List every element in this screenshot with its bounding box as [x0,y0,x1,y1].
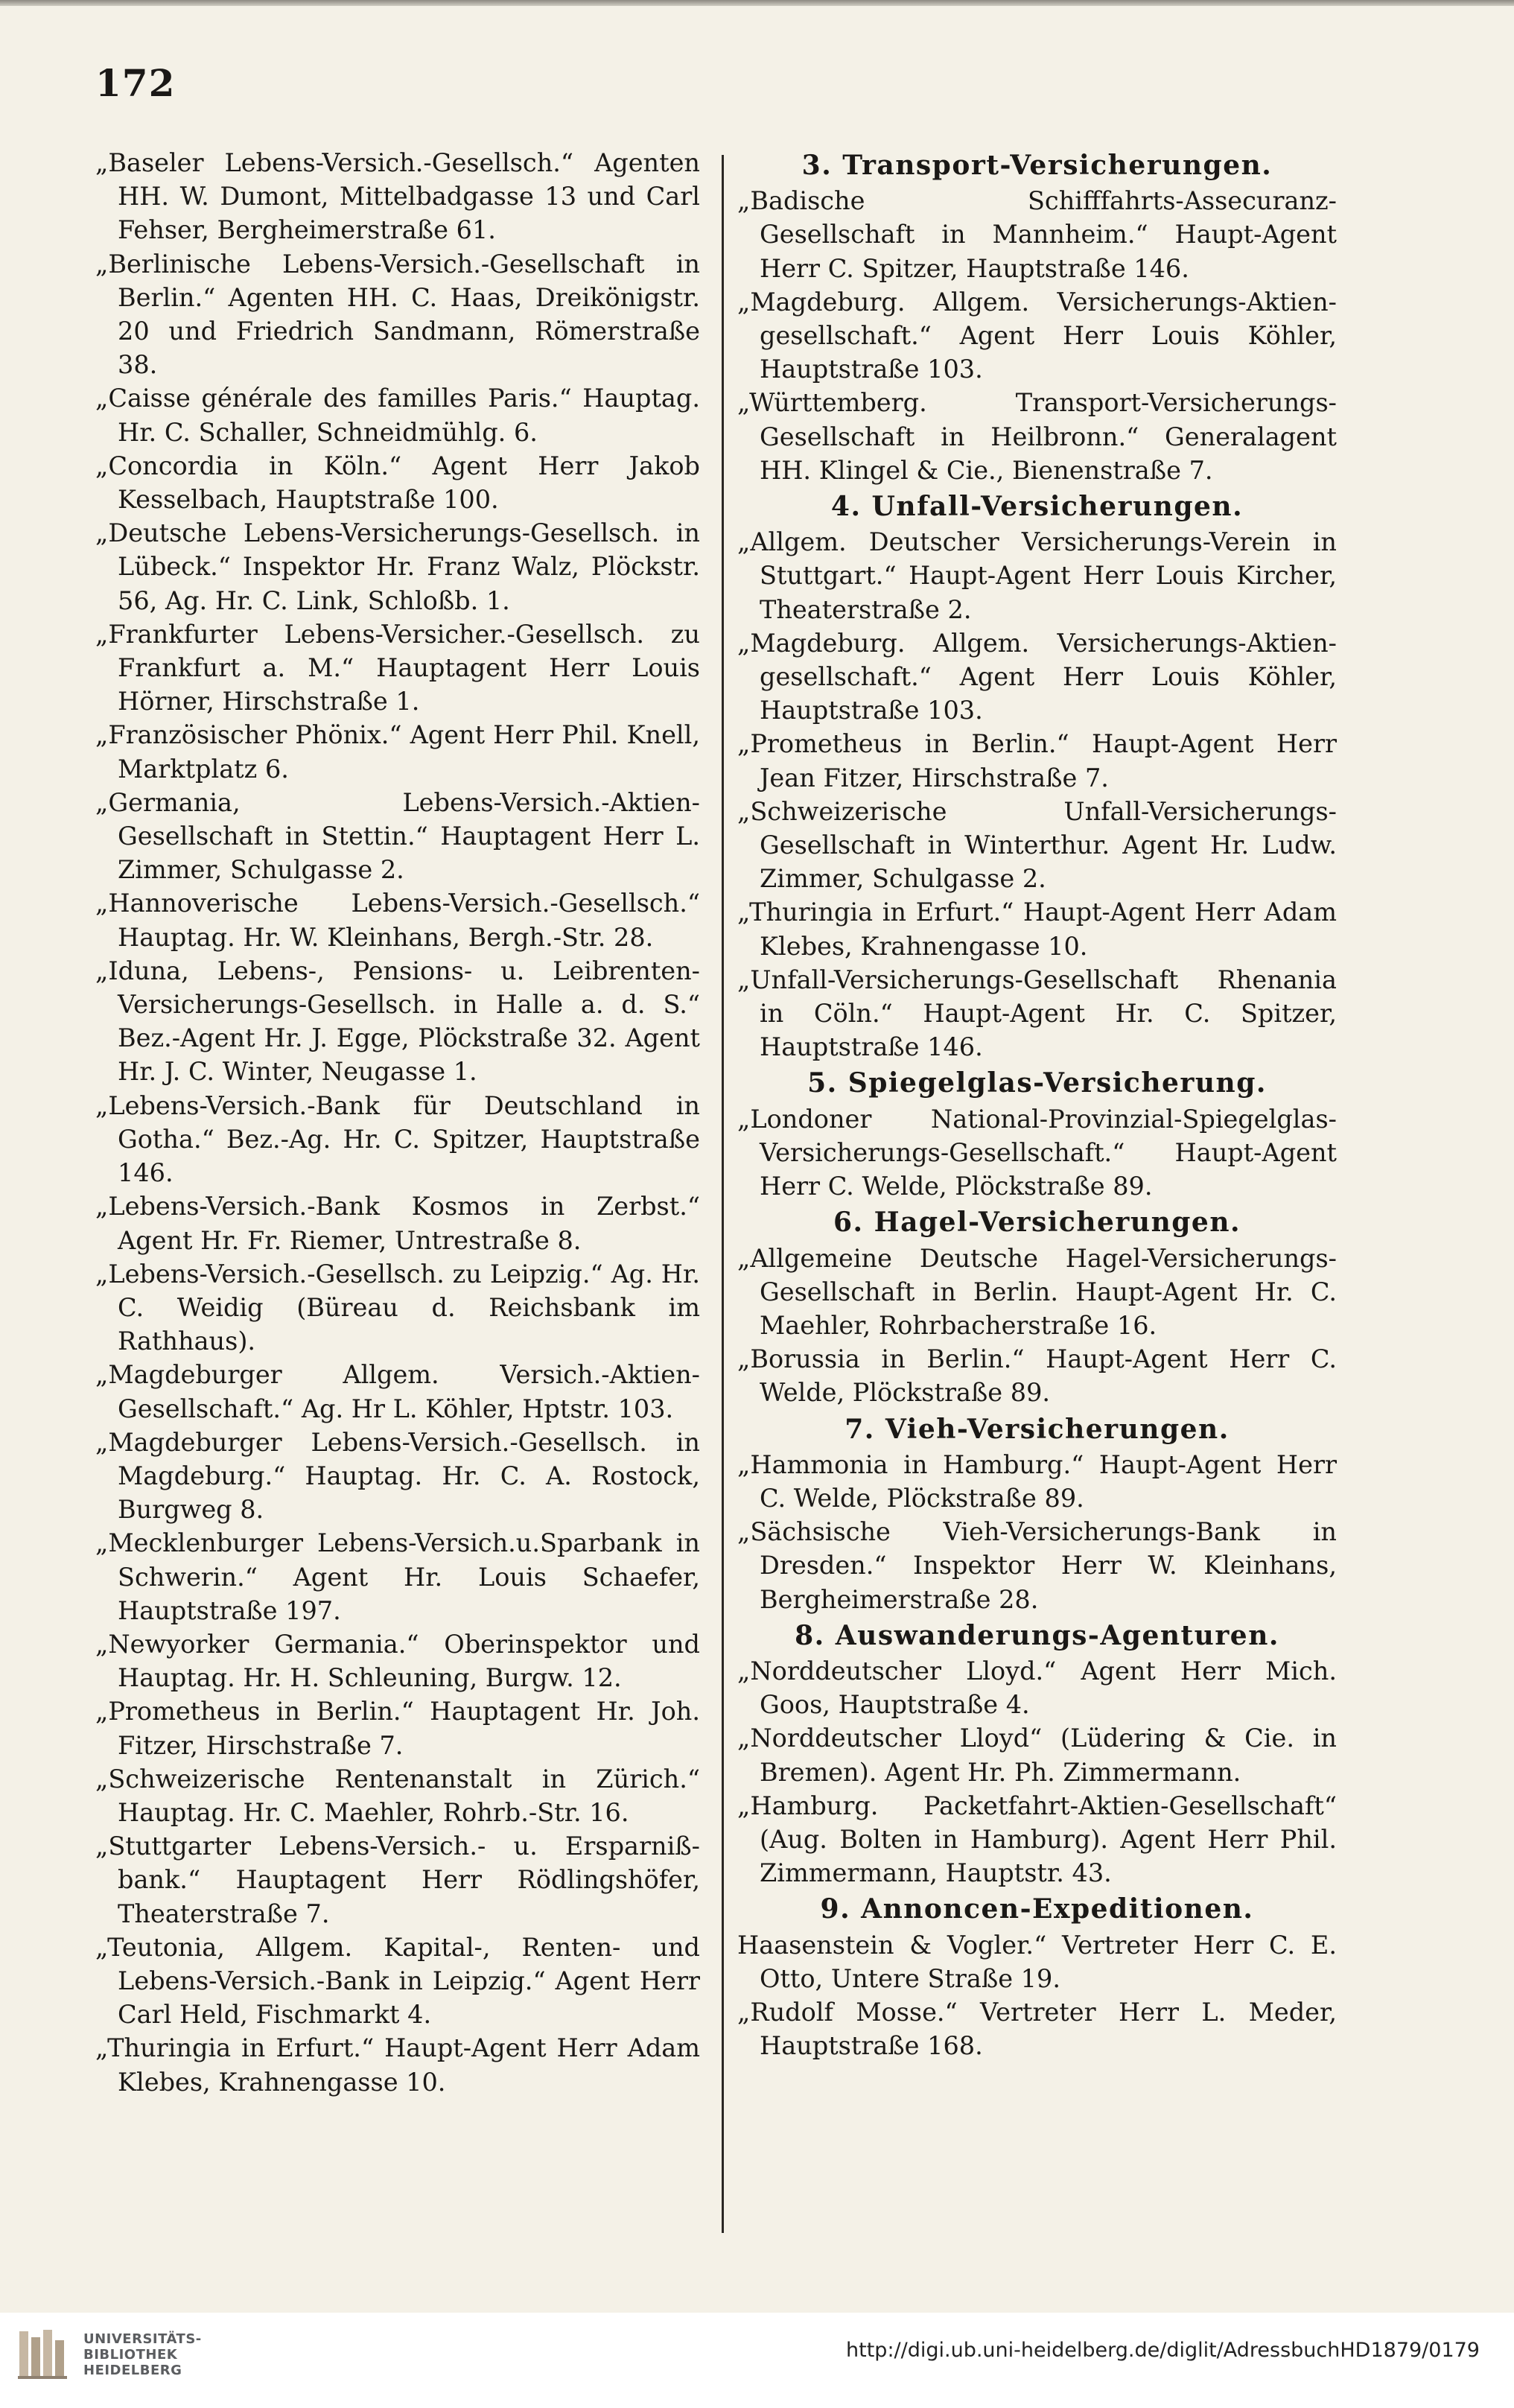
directory-entry: „Norddeutscher Lloyd“ (Lüdering & Cie. in Bremen). Agent Hr. Ph. Zimmermann. [737,1724,1337,1787]
directory-entry: „Hannoverische Lebens-Versich.-Gesellsch.“ Hauptag. Hr. W. Kleinhans, Bergh.-Str. 28. [95,889,700,952]
library-logo-icon [16,2327,71,2382]
directory-entry: „Lebens-Versich.-Bank für Deutschland in Gotha.“ Bez.-Ag. Hr. C. Spitzer, Hauptstraße 146. [95,1090,700,1188]
directory-entry: „Allgemeine Deutsche Hagel-Versicherungs-Gesellschaft in Berlin. Haupt-Agent Hr. C. Maehler, Rohrbacherstraße 16. [737,1243,1337,1340]
left-column [95,146,700,2099]
directory-entry: „Thuringia in Erfurt.“ Haupt-Agent Herr Adam Klebes, Krahnengasse 10. [737,898,1337,961]
directory-entry: „Magdeburg. Allgem. Versicherungs-Aktien-gesellschaft.“ Agent Herr Louis Köhler, Hauptstraße 103. [737,287,1337,384]
directory-entry: „Hamburg. Packetfahrt-Aktien-Gesellschaft“ (Aug. Bolten in Hamburg). Agent Herr Phil. Zimmermann, Hauptstr. 43. [737,1791,1337,1888]
directory-entry: „Concordia in Köln.“ Agent Herr Jakob Kesselbach, Hauptstraße 100. [95,451,700,515]
section-heading: 5. Spiegelglas-Versicherung. [807,1067,1267,1099]
library-name-line: UNIVERSITÄTS- [83,2331,202,2347]
directory-entry: „Newyorker Germania.“ Oberinspektor und Hauptag. Hr. H. Schleuning, Burgw. 12. [95,1629,700,1693]
column-divider [722,155,724,2233]
directory-entry: „Frankfurter Lebens-Versicher.-Gesellsch. zu Frankfurt a. M.“ Hauptagent Herr Louis Hörner, Hirschstraße 1. [95,619,700,717]
directory-entry: „Borussia in Berlin.“ Haupt-Agent Herr C. Welde, Plöckstraße 89. [737,1344,1337,1408]
library-name-line: BIBLIOTHEK [83,2347,178,2363]
library-name [83,2331,202,2378]
directory-entry: „Germania, Lebens-Versich.-Aktien-Gesellschaft in Stettin.“ Hauptagent Herr L. Zimmer, Schulgasse 2. [95,787,700,885]
directory-entry: „Hammonia in Hamburg.“ Haupt-Agent Herr C. Welde, Plöckstraße 89. [737,1449,1337,1513]
directory-entry: „Caisse générale des familles Paris.“ Hauptag. Hr. C. Schaller, Schneidmühlg. 6. [95,384,700,447]
directory-entry: „Sächsische Vieh-Versicherungs-Bank in Dresden.“ Inspektor Herr W. Kleinhans, Bergheimerstraße 28. [737,1517,1337,1614]
directory-entry: „Mecklenburger Lebens-Versich.u.Sparbank in Schwerin.“ Agent Hr. Louis Schaefer, Hauptstraße 197. [95,1528,700,1625]
directory-entry: „Schweizerische Unfall-Versicherungs-Gesellschaft in Winterthur. Agent Hr. Ludw. Zimmer, Schulgasse 2. [737,796,1337,894]
section-heading: 8. Auswanderungs-Agenturen. [795,1619,1279,1651]
library-name-line: HEIDELBERG [83,2363,182,2378]
section-heading: 4. Unfall-Versicherungen. [830,491,1244,523]
directory-entry: „Schweizerische Rentenanstalt in Zürich.“ Hauptag. Hr. C. Maehler, Rohrb.-Str. 16. [95,1764,700,1827]
directory-entry: „Rudolf Mosse.“ Vertreter Herr L. Meder, Hauptstraße 168. [737,1997,1337,2061]
right-column [737,146,1337,2062]
page-number: 172 [95,61,176,105]
directory-entry: „Badische Schifffahrts-Assecuranz-Gesellschaft in Mannheim.“ Haupt-Agent Herr C. Spitzer, Hauptstraße 146. [737,186,1337,283]
section-heading: 7. Vieh-Versicherungen. [845,1413,1230,1445]
section-heading: 6. Hagel-Versicherungen. [833,1207,1241,1239]
directory-entry: „Norddeutscher Lloyd.“ Agent Herr Mich. Goos, Hauptstraße 4. [737,1656,1337,1720]
directory-entry: Haasenstein & Vogler.“ Vertreter Herr C. E. Otto, Untere Straße 19. [737,1930,1337,1993]
directory-entry: „Französischer Phönix.“ Agent Herr Phil. Knell, Marktplatz 6. [95,720,700,784]
directory-entry: „Magdeburger Allgem. Versich.-Aktien-Gesellschaft.“ Ag. Hr L. Köhler, Hptstr. 103. [95,1360,700,1423]
directory-entry: „Berlinische Lebens-Versich.-Gesellschaft in Berlin.“ Agenten HH. C. Haas, Dreikönigstr. 20 und Friedrich Sandmann, Römerstraße 38. [95,249,700,380]
directory-entry: „Baseler Lebens-Versich.-Gesellsch.“ Agenten HH. W. Dumont, Mittelbadgasse 13 und Carl Fehser, Bergheimerstraße 61. [95,148,700,245]
directory-entry: „Magdeburg. Allgem. Versicherungs-Aktien-gesellschaft.“ Agent Herr Louis Köhler, Hauptstraße 103. [737,628,1337,725]
directory-entry: „Stuttgarter Lebens-Versich.- u. Ersparniß-bank.“ Hauptagent Herr Rödlingshöfer, Theaterstraße 7. [95,1832,700,1928]
directory-entry: „Teutonia, Allgem. Kapital-, Renten- und Lebens-Versich.-Bank in Leipzig.“ Agent Herr Carl Held, Fischmarkt 4. [95,1932,700,2030]
directory-entry: „Allgem. Deutscher Versicherungs-Verein in Stuttgart.“ Haupt-Agent Herr Louis Kircher, Theaterstraße 2. [737,527,1337,624]
directory-entry: „Prometheus in Berlin.“ Hauptagent Hr. Joh. Fitzer, Hirschstraße 7. [95,1697,700,1760]
source-url[interactable]: http://digi.ub.uni-heidelberg.de/diglit/AdressbuchHD1879/0179 [846,2339,1480,2362]
directory-entry: „Lebens-Versich.-Gesellsch. zu Leipzig.“ Ag. Hr. C. Weidig (Büreau d. Reichsbank im Rathhaus). [95,1259,700,1356]
section-heading: 9. Annoncen-Expeditionen. [820,1893,1254,1925]
section-heading: 3. Transport-Versicherungen. [801,150,1273,181]
directory-entry: „Lebens-Versich.-Bank Kosmos in Zerbst.“ Agent Hr. Fr. Riemer, Untrestraße 8. [95,1192,700,1255]
directory-entry: „Württemberg. Transport-Versicherungs-Gesellschaft in Heilbronn.“ Generalagent HH. Klingel & Cie., Bienenstraße 7. [737,388,1337,485]
directory-entry: „Iduna, Lebens-, Pensions- u. Leibrenten-Versicherungs-Gesellsch. in Halle a. d. S.“ Bez.-Agent Hr. J. Egge, Plöckstraße 32. Agent Hr. J. C. Winter, Neugasse 1. [95,956,700,1087]
directory-entry: „Londoner National-Provinzial-Spiegelglas-Versicherungs-Gesellschaft.“ Haupt-Agent Herr C. Welde, Plöckstraße 89. [737,1104,1337,1201]
scan-top-edge [0,0,1514,6]
directory-entry: „Magdeburger Lebens-Versich.-Gesellsch. in Magdeburg.“ Hauptag. Hr. C. A. Rostock, Burgweg 8. [95,1427,700,1525]
directory-entry: „Prometheus in Berlin.“ Haupt-Agent Herr Jean Fitzer, Hirschstraße 7. [737,729,1337,792]
directory-entry: „Thuringia in Erfurt.“ Haupt-Agent Herr Adam Klebes, Krahnengasse 10. [95,2033,700,2097]
directory-entry: „Unfall-Versicherungs-Gesellschaft Rhenania in Cöln.“ Haupt-Agent Hr. C. Spitzer, Hauptstraße 146. [737,965,1337,1062]
directory-entry: „Deutsche Lebens-Versicherungs-Gesellsch. in Lübeck.“ Inspektor Hr. Franz Walz, Plöckstr. 56, Ag. Hr. C. Link, Schloßb. 1. [95,518,700,615]
